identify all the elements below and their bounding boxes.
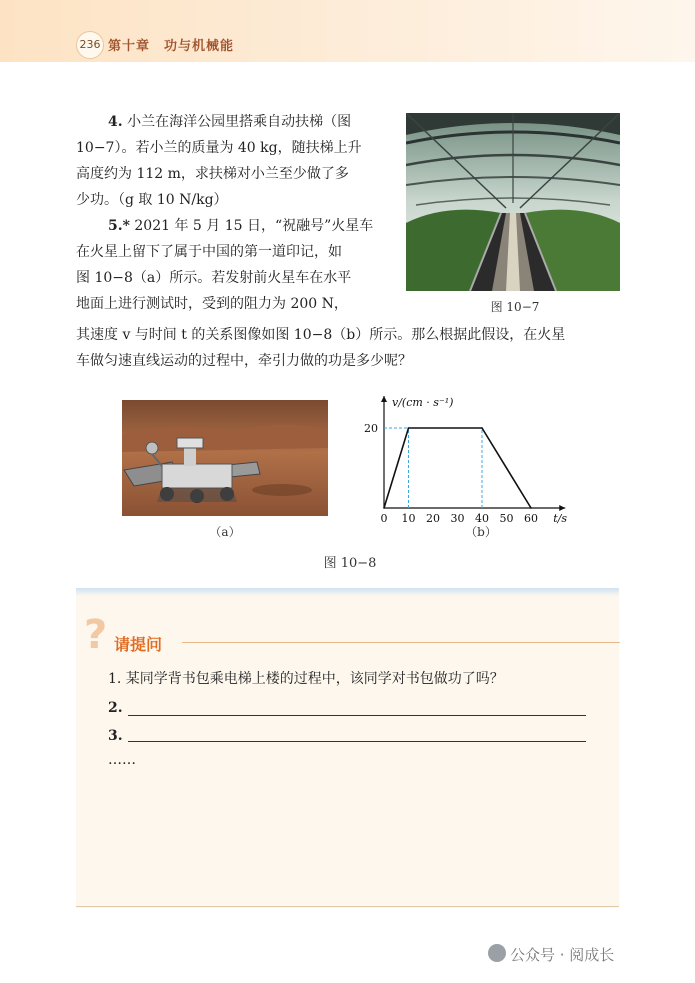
- x-tick-label: 30: [450, 512, 465, 525]
- x-axis-arrow: [559, 505, 565, 511]
- chapter-title: 第十章 功与机械能: [108, 39, 235, 54]
- watermark-text: 公众号 · 阅成长: [510, 946, 615, 964]
- page-header: [0, 0, 695, 62]
- problem-4-number: 4.: [108, 114, 123, 130]
- question-ellipsis: ……: [108, 752, 136, 768]
- problem-5-line-4: 地面上进行测试时，受到的阻力为 200 N，: [76, 296, 348, 312]
- figure-10-8-caption: 图 10−8: [323, 556, 377, 571]
- answer-line-2: [128, 715, 586, 716]
- x-tick-label: 0: [380, 512, 388, 525]
- question-2-number: 2.: [108, 700, 123, 716]
- figure-10-8b-caption: （b）: [465, 525, 497, 539]
- problem-5-line-5: 其速度 v 与时间 t 的关系图像如图 10−8（b）所示。那么根据此假设，在火星: [76, 327, 566, 343]
- question-mark-icon: ?: [84, 612, 108, 658]
- question-1: 1. 某同学背书包乘电梯上楼的过程中，该同学对书包做功了吗？: [108, 671, 504, 687]
- data-point-2: [481, 427, 483, 429]
- answer-line-3: [128, 741, 586, 742]
- series-line: [384, 428, 531, 508]
- x-tick-label: 20: [426, 512, 440, 525]
- x-tick-label: 10: [401, 512, 416, 525]
- wechat-icon: [488, 944, 506, 962]
- problem-4-line-3: 高度约为 112 m，求扶梯对小兰至少做了多: [76, 166, 349, 182]
- question-section-title: 请提问: [114, 635, 163, 654]
- velocity-time-chart: [355, 392, 585, 532]
- data-point-3: [530, 507, 532, 509]
- x-axis-label: t/s: [553, 512, 568, 525]
- problem-4-line-4: 少功。（g 取 10 N/kg）: [76, 192, 228, 208]
- x-tick-label: 40: [475, 512, 489, 525]
- problem-4-line-2: 10−7）。若小兰的质量为 40 kg，随扶梯上升: [76, 140, 362, 156]
- problem-5-line-2: 在火星上留下了属于中国的第一道印记，如: [76, 244, 342, 260]
- mars-rover-photo: [122, 400, 328, 516]
- figure-10-7-caption: 图 10−7: [490, 300, 540, 314]
- y-axis-label: v/(cm · s⁻¹): [392, 396, 454, 409]
- x-tick-label: 60: [524, 512, 538, 525]
- y-axis-arrow: [381, 396, 387, 402]
- y-tick-label: 20: [364, 422, 378, 435]
- question-panel-top-band: [76, 588, 619, 596]
- page-number: 236: [76, 31, 104, 59]
- data-point-1: [408, 427, 410, 429]
- data-point-0: [383, 507, 385, 509]
- x-tick-label: 50: [499, 512, 514, 525]
- problem-5-number: 5.*: [108, 218, 130, 234]
- problem-4-line-1: 4. 小兰在海洋公园里搭乘自动扶梯（图: [108, 114, 352, 130]
- figure-10-8a-caption: （a）: [209, 525, 241, 539]
- title-rule: [182, 642, 620, 643]
- problem-5-line-1: 5.* 2021 年 5 月 15 日，“祝融号”火星车: [108, 218, 374, 234]
- escalator-photo: [406, 113, 620, 291]
- question-panel-divider: [76, 906, 619, 907]
- problem-5-line-3: 图 10−8（a）所示。若发射前火星车在水平: [76, 270, 352, 286]
- question-3-number: 3.: [108, 728, 123, 744]
- problem-5-line-6: 车做匀速直线运动的过程中，牵引力做的功是多少呢？: [76, 353, 412, 369]
